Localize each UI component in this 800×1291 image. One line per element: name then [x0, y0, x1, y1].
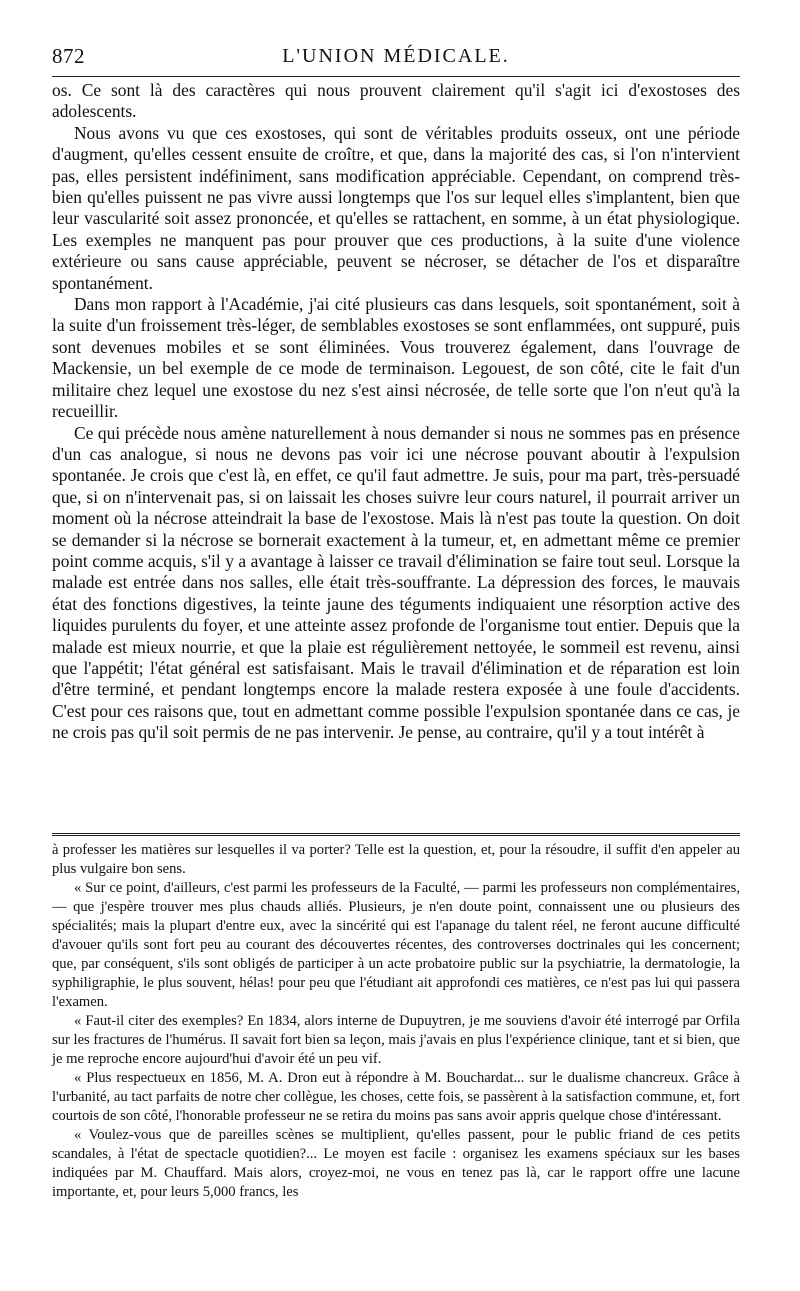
body-paragraph: os. Ce sont là des caractères qui nous prouvent clairement qu'il s'agit ici d'exostoses des adolescents. — [52, 80, 740, 122]
running-title: L'UNION MÉDICALE. — [282, 45, 510, 67]
footnote-paragraph: « Faut-il citer des exemples? En 1834, alors interne de Dupuytren, je me souviens d'avoir été interrogé par Orfila sur les fractures de l'humérus. Il savait fort bien sa leçon, mais j'avais en plus l'expérience clinique, tant et si bien, que je me reproche encore aujourd'hui d'avoir été un peu vif. — [52, 1013, 740, 1067]
footnote-paragraph: « Voulez-vous que de pareilles scènes se multiplient, qu'elles passent, pour le public friand de ces petits scandales, à l'état de spectacle quotidien?... Le moyen est facile : organisez les examens spéciaux sur les bases indiquées par M. Chauffard. Mais alors, croyez-moi, ne vous en tenez pas là, car le rapport offre une lacune importante, et, pour leurs 5,000 francs, les — [52, 1127, 740, 1200]
body-paragraph: Ce qui précède nous amène naturellement à nous demander si nous ne sommes pas en présence d'un cas analogue, si nous ne devons pas voir ici une nécrose pouvant aboutir à l'expulsion spontanée. Je crois que c'est là, en effet, ce qu'il faut admettre. Je suis, pour ma part, très-persuadé que, si on n'intervenait pas, si on laissait les choses suivre leur cours naturel, il pourrait arriver un moment où la nécrose atteindrait la base de l'exostose. Mais là n'est pas toute la question. On doit se demander si la nécrose se bornerait exactement à la tumeur, et, en admettant même ce premier point comme acquis, s'il y a avantage à laisser ce travail d'élimination se faire tout seul. Lorsque la malade est entrée dans nos salles, elle était très-souffrante. La dépression des forces, le mauvais état des fonctions digestives, la teinte jaune des téguments indiquaient une résorption active des liquides purulents du foyer, et une atteinte assez profonde de l'organisme tout entier. Depuis que la malade est mieux nourrie, et que la plaie est régulièrement nettoyée, le sommeil est revenu, ainsi que l'appétit; l'état général est satisfaisant. Mais le travail d'élimination et de réparation est loin d'être terminé, et pendant longtemps encore la malade restera exposée à une foule d'accidents. C'est pour ces raisons que, tout en admettant comme possible l'expulsion spontanée dans ce cas, je ne crois pas qu'il soit permis de ne pas intervenir. Je pense, au contraire, qu'il y a tout intérêt à — [52, 422, 740, 743]
page-number: 872 — [52, 44, 85, 68]
footnote-separator — [52, 833, 740, 838]
body-paragraph: Nous avons vu que ces exostoses, qui sont de véritables produits osseux, ont une période d'augment, qu'elles cessent ensuite de croître, et que, dans la majorité des cas, si l'on n'intervient pas, elles persistent indéfiniment, sans modification appréciable. Cependant, on comprend très-bien qu'elles puissent ne pas vivre aussi longtemps que l'os sur lequel elles s'implantent, bien que leur vascularité soit assez prononcée, et qu'elles se rattachent, en somme, à un état physiologique. Les exemples ne manquent pas pour prouver que ces productions, à la suite d'une violence extérieure ou sans cause appréciable, peuvent se nécroser, se détacher de l'os et disparaître spontanément. — [52, 122, 740, 293]
page-header — [52, 40, 740, 70]
footnotes — [52, 841, 740, 1202]
footnote-paragraph: « Plus respectueux en 1856, M. A. Dron eut à répondre à M. Bouchardat... sur le dualisme chancreux. Grâce à l'urbanité, au tact parfaits de notre cher collègue, les choses, cette fois, se passèrent à la satisfaction commune, et, fort courtois de son côté, l'honorable professeur ne se retira du moins pas sans avoir appris quelque chose d'intéressant. — [52, 1070, 740, 1124]
main-text — [52, 80, 740, 744]
body-paragraph: Dans mon rapport à l'Académie, j'ai cité plusieurs cas dans lesquels, soit spontanément, soit à la suite d'un froissement très-léger, de semblables exostoses se sont enflammées, ont suppuré, puis sont devenues mobiles et se sont éliminées. Vous trouverez également, dans l'ouvrage de Mackensie, un bel exemple de ce mode de terminaison. Legouest, de son côté, cite le fait d'un militaire chez lequel une exostose du nez s'est ainsi nécrosée, de telle sorte que l'on n'eut qu'à la recueillir. — [52, 294, 740, 422]
header-rule — [52, 76, 740, 77]
footnote-paragraph: « Sur ce point, d'ailleurs, c'est parmi les professeurs de la Faculté, — parmi les professeurs non complémentaires, — que j'espère trouver mes plus chauds alliés. Plusieurs, je n'en doute point, connaissent une ou plusieurs des spécialités; mais la plupart d'entre eux, avec la sincérité qui est l'apanage du talent réel, ne feront aucune difficulté d'avouer qu'ils sont fort peu au courant des découvertes récentes, des controverses doctrinales qui les concernent; que, par conséquent, s'ils sont obligés de participer à un acte probatoire public sur la psychiatrie, la dermatologie, la syphiligraphie, le plus souvent, hélas! pour peu que l'étudiant ait approfondi ces matières, ce n'est pas lui qui passera l'examen. — [52, 880, 740, 1010]
footnote-paragraph: à professer les matières sur lesquelles il va porter? Telle est la question, et, pour la résoudre, il suffit d'en appeler au plus vulgaire bon sens. — [52, 842, 740, 877]
